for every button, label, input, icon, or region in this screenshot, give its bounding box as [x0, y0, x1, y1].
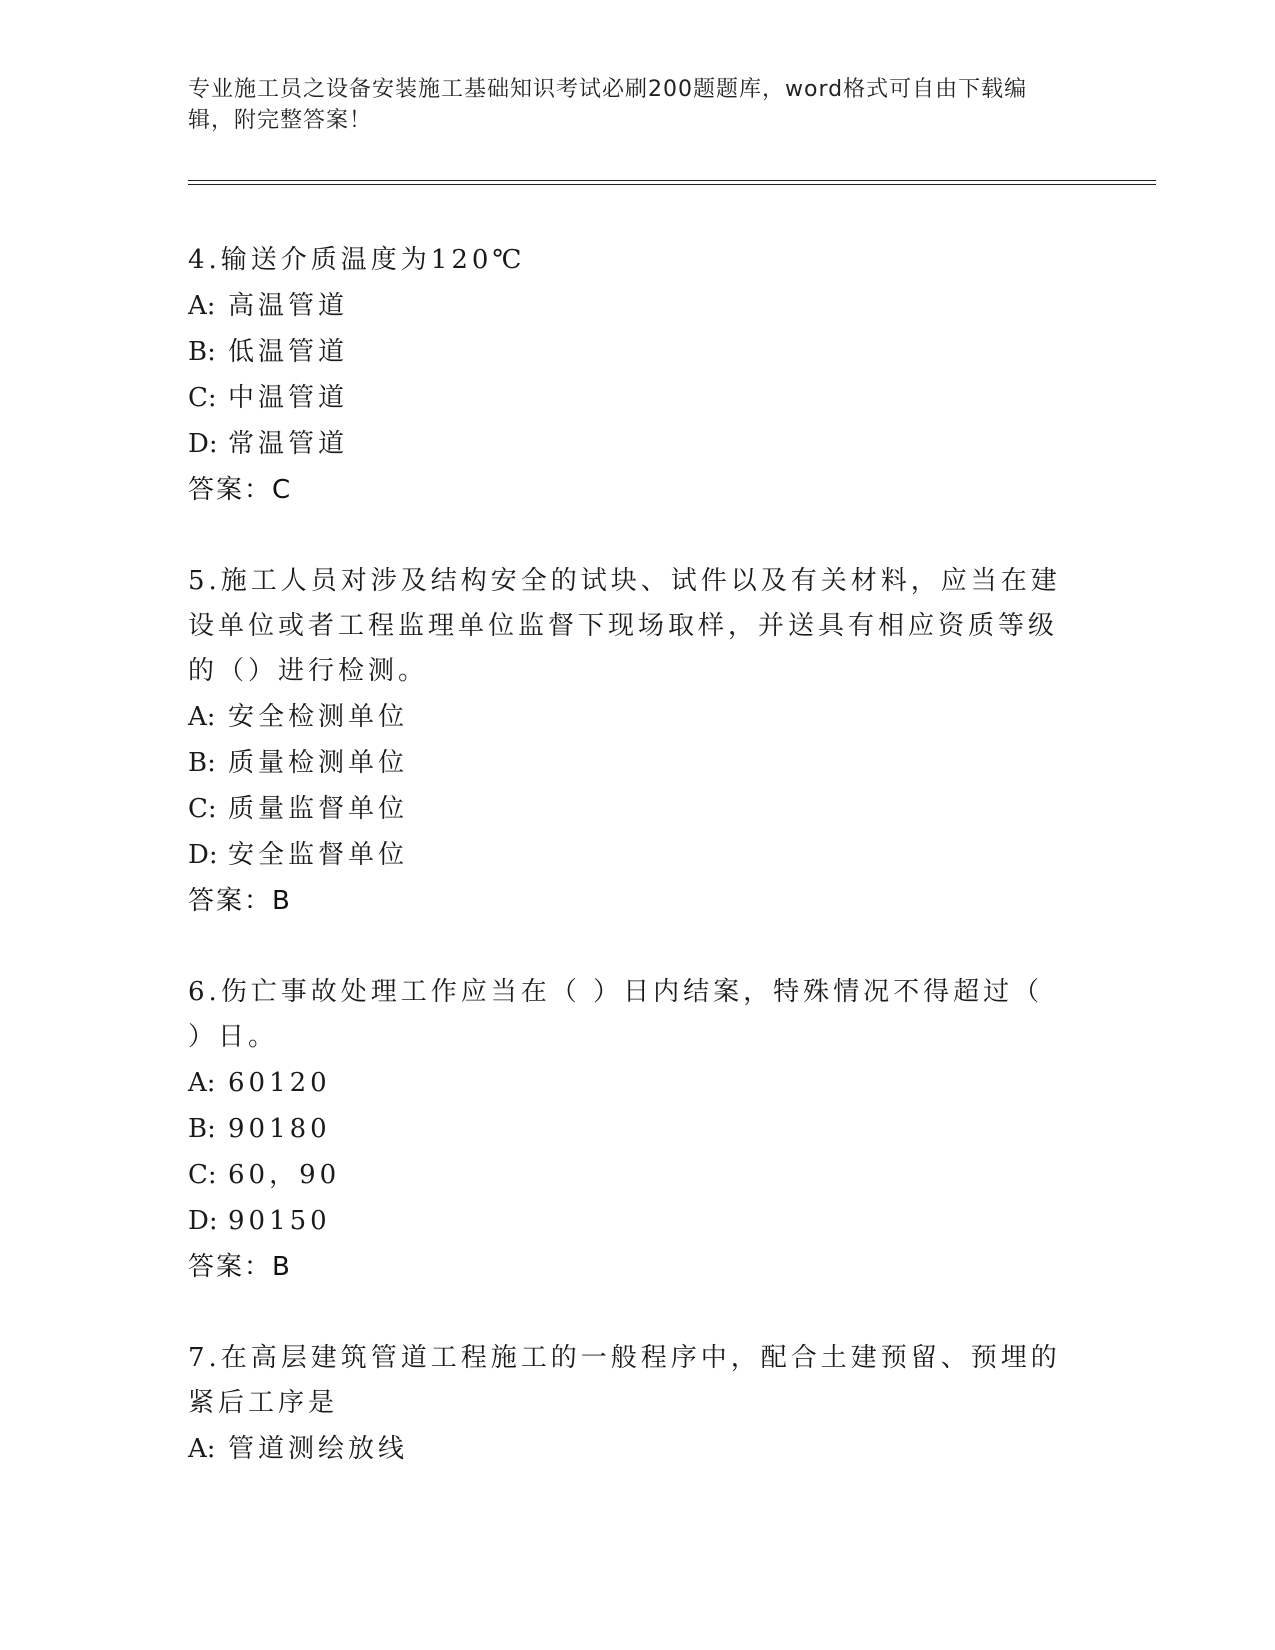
option-a: [188, 694, 1068, 740]
option-key: D:: [188, 429, 218, 459]
option-text: 高温管道: [228, 291, 349, 321]
option-text: 60120: [228, 1068, 331, 1098]
question-stem: 4.输送介质温度为120℃: [188, 245, 526, 275]
option-d: [188, 832, 1068, 878]
option-text: 中温管道: [228, 383, 349, 413]
option-a: [188, 1426, 1068, 1472]
answer-line: 答案：B: [188, 1252, 292, 1282]
option-c: [188, 1152, 1068, 1198]
header-divider-bottom: [188, 184, 1156, 185]
question-4: [188, 238, 1068, 513]
option-d: [188, 421, 1068, 467]
answer-line: 答案：C: [188, 475, 293, 505]
option-text: 常温管道: [228, 429, 349, 459]
question-stem: 5.施工人员对涉及结构安全的试块、试件以及有关材料，应当在建设单位或者工程监理单位监督下现场取样，并送具有相应资质等级的（）进行检测。: [188, 566, 1061, 686]
question-5: [188, 559, 1068, 924]
option-key: D:: [188, 1206, 218, 1236]
option-key: C:: [188, 1160, 217, 1190]
option-text: 质量检测单位: [228, 748, 409, 778]
option-key: A:: [188, 1068, 216, 1098]
option-text: 60，90: [228, 1160, 341, 1190]
option-text: 质量监督单位: [228, 794, 409, 824]
option-d: [188, 1198, 1068, 1244]
option-key: B:: [188, 337, 216, 367]
option-text: 管道测绘放线: [228, 1434, 409, 1464]
option-text: 低温管道: [228, 337, 349, 367]
option-a: [188, 283, 1068, 329]
option-c: [188, 786, 1068, 832]
option-b: [188, 329, 1068, 375]
option-a: [188, 1060, 1068, 1106]
option-key: A:: [188, 291, 216, 321]
option-text: 安全检测单位: [228, 702, 409, 732]
option-key: A:: [188, 1434, 216, 1464]
option-key: C:: [188, 383, 217, 413]
question-6: [188, 970, 1068, 1290]
header-divider-top: [188, 180, 1156, 181]
option-b: [188, 1106, 1068, 1152]
option-key: A:: [188, 702, 216, 732]
question-stem: 6.伤亡事故处理工作应当在（ ）日内结案，特殊情况不得超过（ ）日。: [188, 977, 1044, 1052]
option-key: B:: [188, 748, 216, 778]
answer-line: 答案：B: [188, 886, 292, 916]
document-header: 专业施工员之设备安装施工基础知识考试必刷200题题库，word格式可自由下载编辑，附完整答案！: [188, 77, 1028, 133]
option-text: 90150: [228, 1206, 331, 1236]
option-key: C:: [188, 794, 217, 824]
question-stem: 7.在高层建筑管道工程施工的一般程序中，配合土建预留、预埋的紧后工序是: [188, 1343, 1061, 1418]
question-list: [188, 238, 1068, 1518]
option-c: [188, 375, 1068, 421]
question-7: [188, 1336, 1068, 1472]
option-text: 安全监督单位: [228, 840, 409, 870]
option-b: [188, 740, 1068, 786]
option-key: B:: [188, 1114, 216, 1144]
option-text: 90180: [228, 1114, 331, 1144]
option-key: D:: [188, 840, 218, 870]
